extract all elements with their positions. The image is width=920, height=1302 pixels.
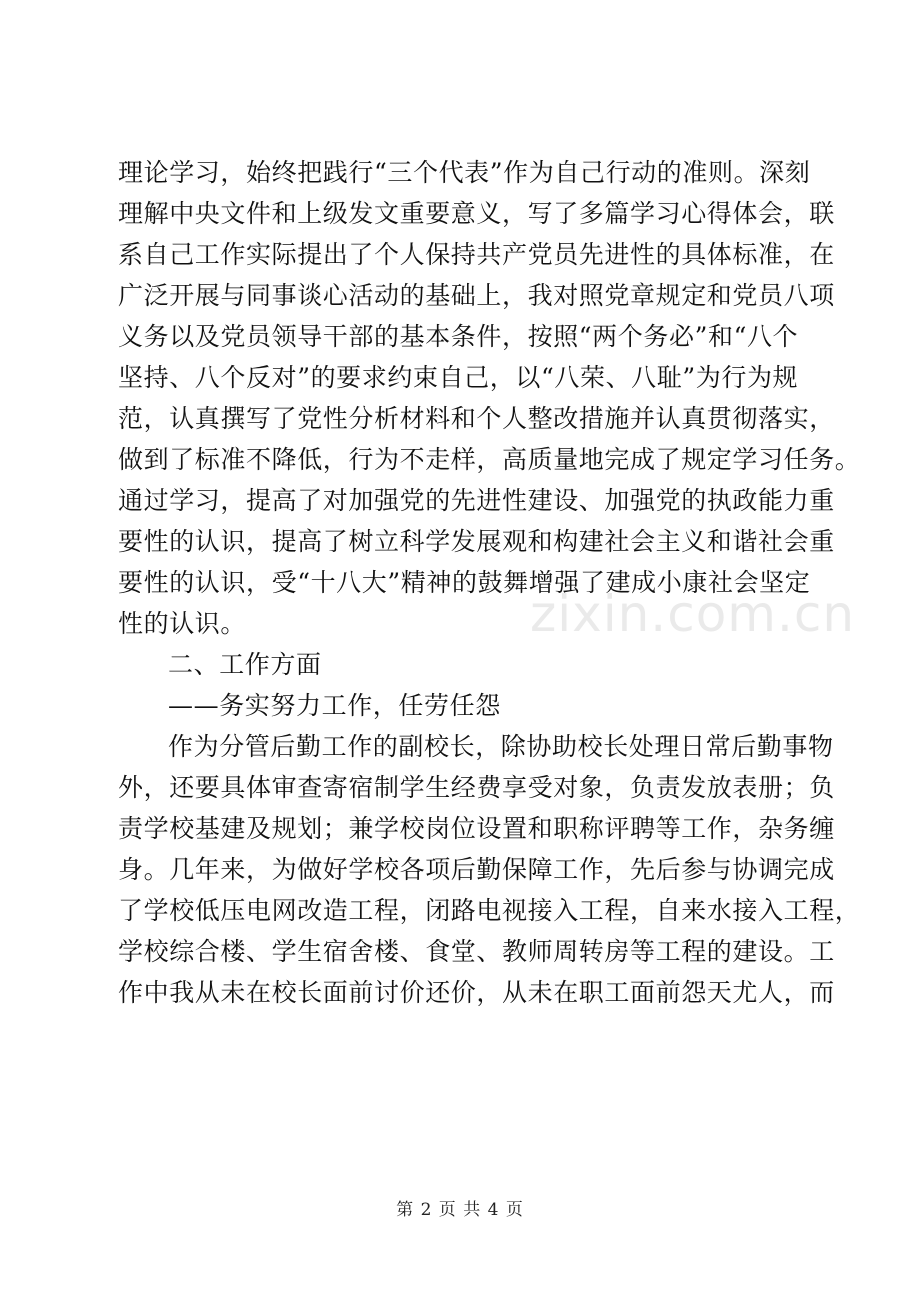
text-line: 坚持、八个反对”的要求约束自己，以“八荣、八耻”为行为规 xyxy=(118,363,799,392)
body-text xyxy=(118,152,861,1013)
text-line: 外，还要具体审查寄宿制学生经费享受对象，负责发放表册；负 xyxy=(118,773,835,802)
text-line: 作为分管后勤工作的副校长，除协助校长处理日常后勤事物 xyxy=(168,732,834,761)
text-line: 责学校基建及规划；兼学校岗位设置和职称评聘等工作，杂务缠 xyxy=(118,814,835,843)
text-line: 系自己工作实际提出了个人保持共产党员先进性的具体标准，在 xyxy=(118,240,835,269)
text-line: 要性的认识，受“十八大”精神的鼓舞增强了建成小康社会坚定 xyxy=(118,568,811,597)
text-line: 理解中央文件和上级发文重要意义，写了多篇学习心得体会，联 xyxy=(118,199,835,228)
section-heading: 二、工作方面 xyxy=(168,650,322,679)
text-line: 范，认真撰写了党性分析材料和个人整改措施并认真贯彻落实， xyxy=(118,404,835,433)
text-line: 义务以及党员领导干部的基本条件，按照“两个务必”和“八个 xyxy=(118,322,799,351)
text-line: 理论学习，始终把践行“三个代表”作为自己行动的准则。深刻 xyxy=(118,158,811,187)
text-line: 要性的认识，提高了树立科学发展观和构建社会主义和谐社会重 xyxy=(118,527,835,556)
section-subheading: ——务实努力工作，任劳任怨 xyxy=(168,691,501,720)
text-line: 身。几年来，为做好学校各项后勤保障工作，先后参与协调完成 xyxy=(118,855,835,884)
watermark: zixin.com.cn xyxy=(530,585,856,643)
text-line: 通过学习，提高了对加强党的先进性建设、加强党的执政能力重 xyxy=(118,486,835,515)
text-line: 了学校低压电网改造工程，闭路电视接入工程，自来水接入工程， xyxy=(118,896,861,925)
text-line: 做到了标准不降低，行为不走样，高质量地完成了规定学习任务。 xyxy=(118,445,861,474)
text-line: 学校综合楼、学生宿舍楼、食堂、教师周转房等工程的建设。工 xyxy=(118,937,835,966)
text-line: 作中我从未在校长面前讨价还价，从未在职工面前怨天尤人，而 xyxy=(118,978,835,1007)
page-footer: 第 2 页 共 4 页 xyxy=(396,1200,524,1220)
text-line: 性的认识。 xyxy=(118,609,247,638)
text-line: 广泛开展与同事谈心活动的基础上，我对照党章规定和党员八项 xyxy=(118,281,835,310)
